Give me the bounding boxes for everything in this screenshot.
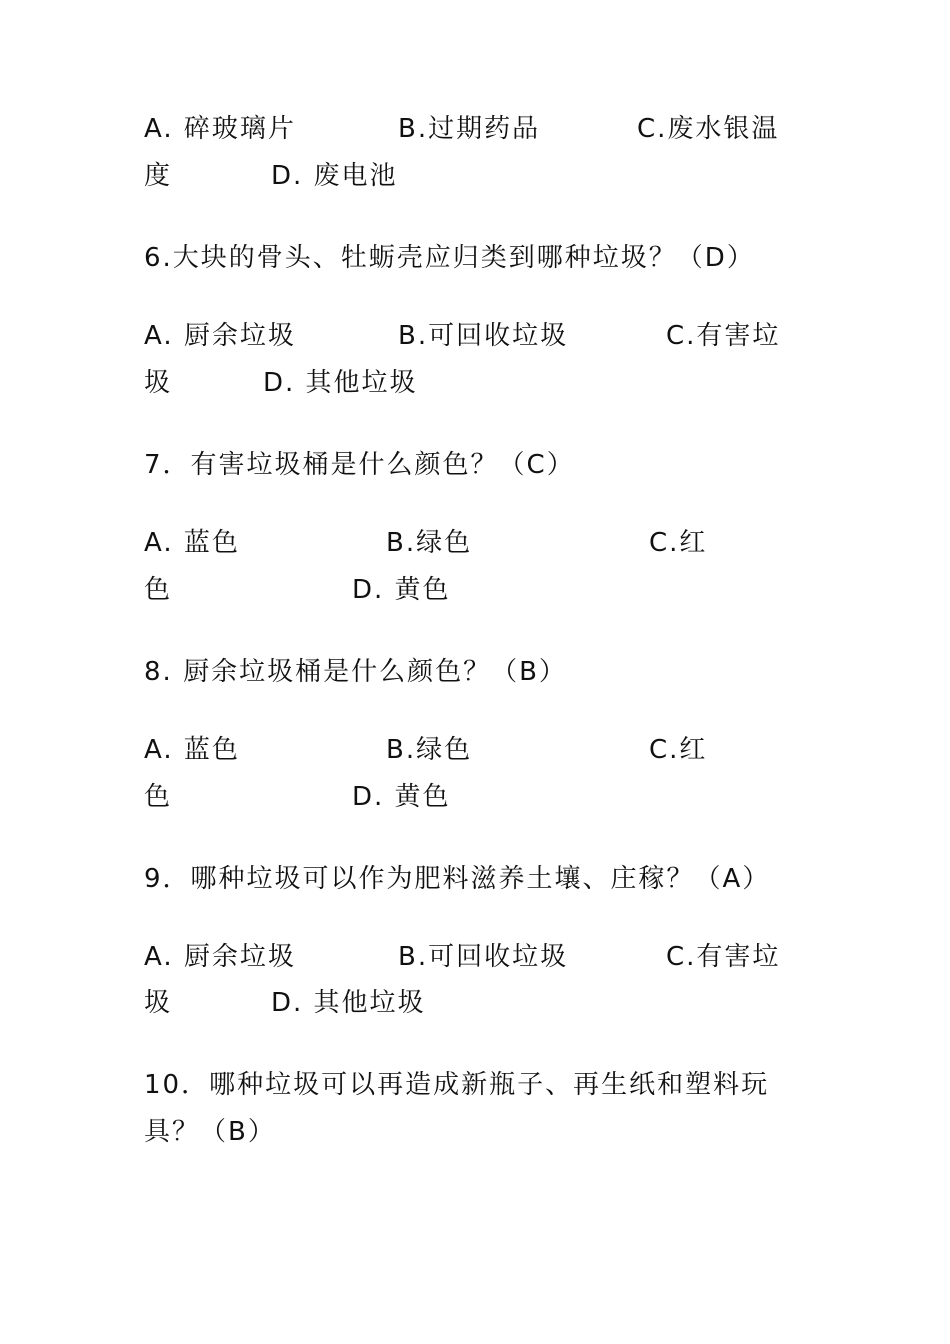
q5-option-c-continued: 度	[144, 161, 173, 191]
q10-stem-text-1: 10．哪种垃圾可以再造成新瓶子、再生纸和塑料玩	[144, 1070, 770, 1100]
q9-option-c-continued: 圾	[144, 988, 173, 1018]
q7-stem-text: 7．有害垃圾桶是什么颜色？（C）	[144, 450, 575, 480]
q6-option-b: B.可回收垃圾	[398, 321, 569, 351]
q10-stem-text-2: 具？（B）	[144, 1117, 276, 1147]
q8-option-c: C.红	[649, 735, 708, 765]
q9-option-c: C.有害垃	[666, 942, 781, 972]
q7-option-b: B.绿色	[386, 528, 473, 558]
q6-option-d: D. 其他垃圾	[263, 368, 418, 398]
q8-option-d: D. 黄色	[352, 782, 451, 812]
q5-option-b: B.过期药品	[398, 114, 541, 144]
q8-option-a: A. 蓝色	[144, 735, 240, 765]
q5-option-c: C.废水银温	[637, 114, 780, 144]
q7-option-a: A. 蓝色	[144, 528, 240, 558]
q6-option-c: C.有害垃	[666, 321, 781, 351]
q6-stem-text: 6.大块的骨头、牡蛎壳应归类到哪种垃圾？（D）	[144, 243, 755, 273]
q6-option-c-continued: 圾	[144, 368, 173, 398]
q7-option-d: D. 黄色	[352, 575, 451, 605]
q9-option-d: D. 其他垃圾	[271, 988, 426, 1018]
q5-option-d: D. 废电池	[271, 161, 398, 191]
q9-option-a: A. 厨余垃圾	[144, 942, 296, 972]
q9-stem-text: 9．哪种垃圾可以作为肥料滋养土壤、庄稼？（A）	[144, 864, 771, 894]
q7-option-c: C.红	[649, 528, 708, 558]
q6-option-a: A. 厨余垃圾	[144, 321, 296, 351]
q5-option-a: A. 碎玻璃片	[144, 114, 296, 144]
q7-option-c-continued: 色	[144, 575, 173, 605]
q8-stem-text: 8. 厨余垃圾桶是什么颜色？（B）	[144, 657, 567, 687]
q8-option-c-continued: 色	[144, 782, 173, 812]
q9-option-b: B.可回收垃圾	[398, 942, 569, 972]
q8-option-b: B.绿色	[386, 735, 473, 765]
